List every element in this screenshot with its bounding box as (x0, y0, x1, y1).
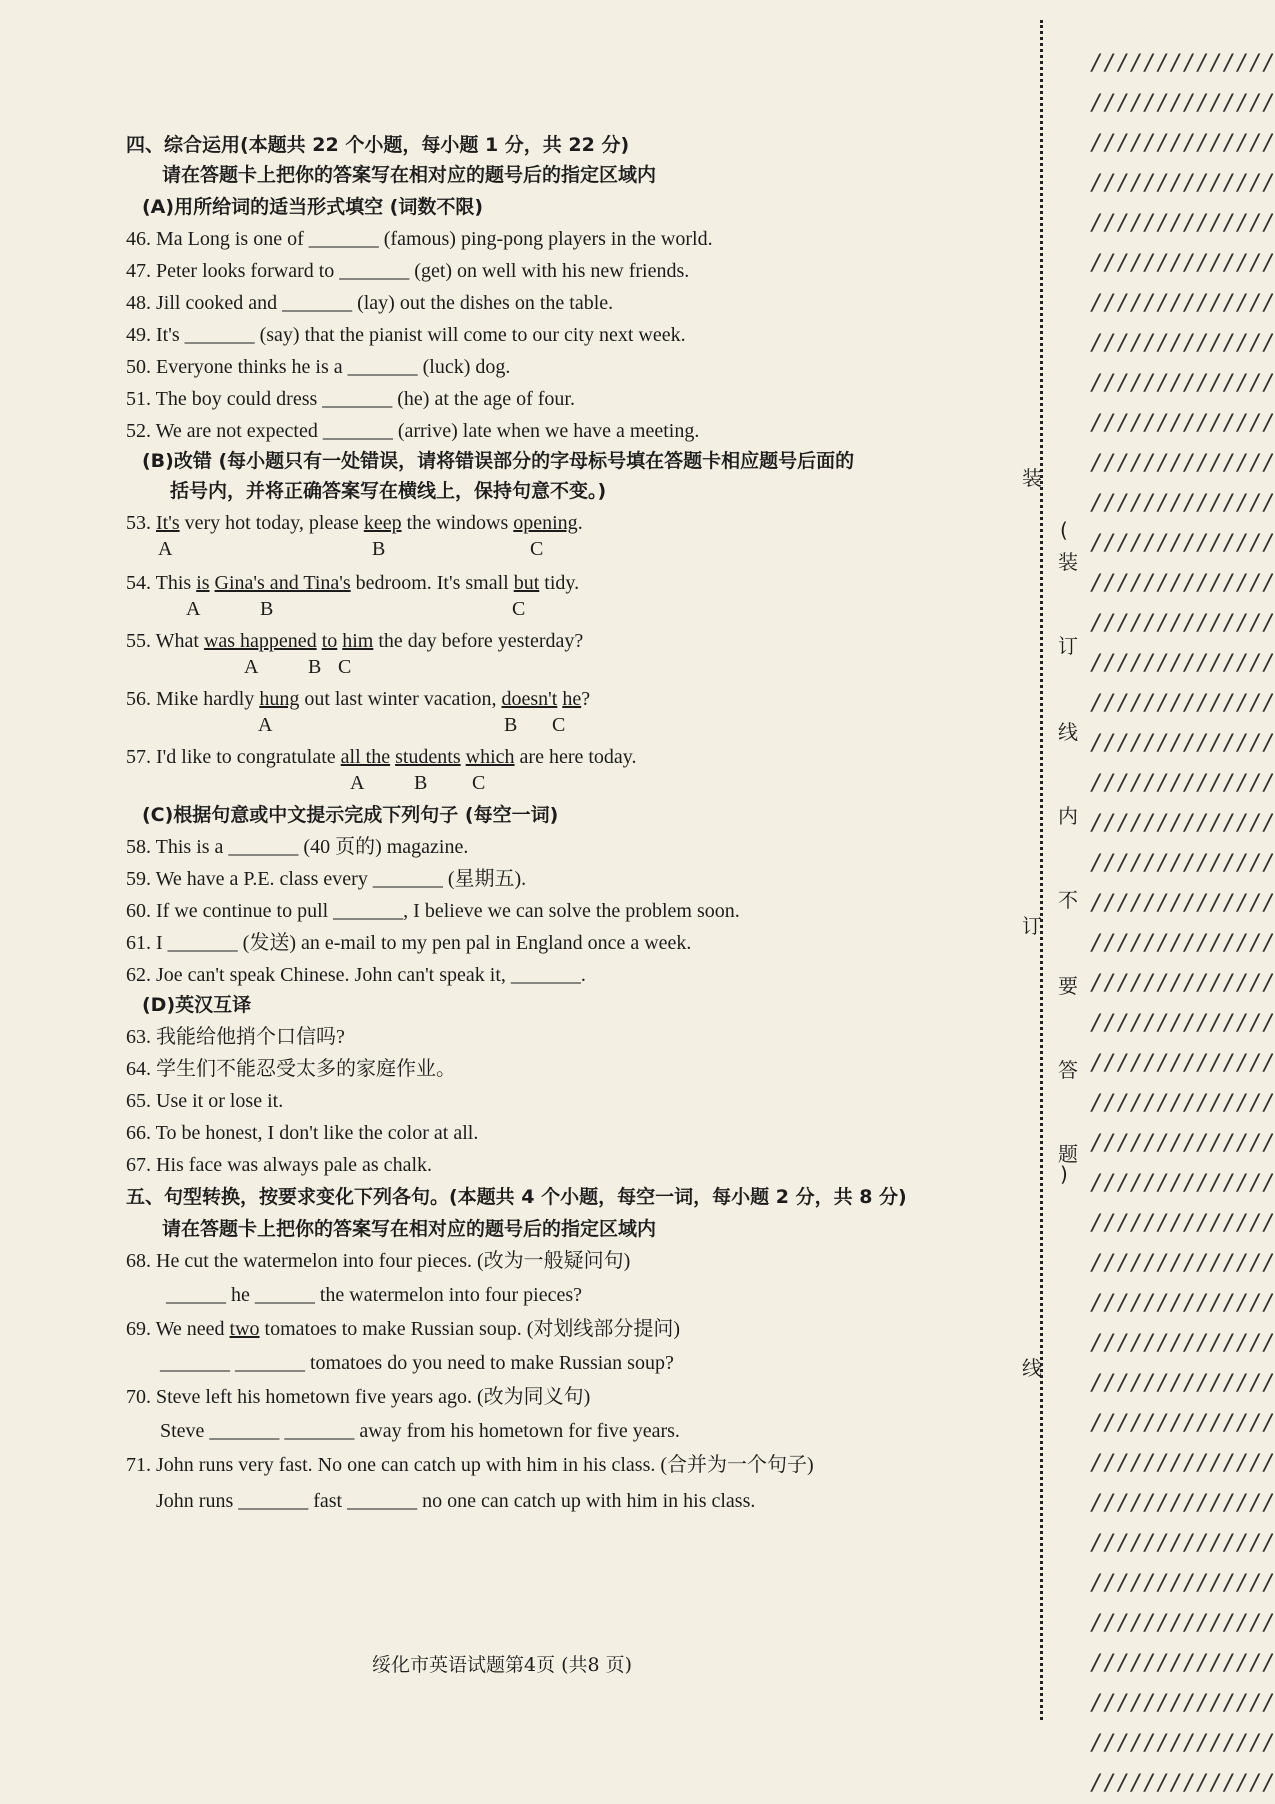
hatch-row: ////////////// (1090, 1091, 1275, 1116)
binding-char: 内 (1058, 804, 1078, 828)
question-50: 50. Everyone thinks he is a _______ (luck) dog. (126, 356, 511, 378)
binding-char: 题 (1058, 1142, 1078, 1166)
q54-labels: A B C (186, 598, 526, 620)
hatch-row: ////////////// (1090, 491, 1275, 516)
binding-char: 订 (1022, 914, 1042, 938)
hatch-row: ////////////// (1090, 131, 1275, 156)
question-70: 70. Steve left his hometown five years ago. (改为同义句) (126, 1386, 591, 1408)
hatch-row: ////////////// (1090, 971, 1275, 996)
binding-char: 订 (1058, 634, 1078, 658)
hatch-row: ////////////// (1090, 1771, 1275, 1796)
partC-title: (C)根据句意或中文提示完成下列句子 (每空一词) (142, 804, 559, 826)
binding-char: 答 (1058, 1058, 1078, 1082)
question-66: 66. To be honest, I don't like the color at all. (126, 1122, 479, 1144)
hatch-row: ////////////// (1090, 651, 1275, 676)
partD-title: (D)英汉互译 (142, 994, 252, 1016)
hatch-row: ////////////// (1090, 91, 1275, 116)
question-52: 52. We are not expected _______ (arrive) late when we have a meeting. (126, 420, 700, 442)
question-62: 62. Joe can't speak Chinese. John can't speak it, _______. (126, 964, 586, 986)
hatch-row: ////////////// (1090, 1051, 1275, 1076)
hatch-row: ////////////// (1090, 731, 1275, 756)
binding-char: 装 (1058, 550, 1078, 574)
hatch-row: ////////////// (1090, 811, 1275, 836)
hatch-row: ////////////// (1090, 611, 1275, 636)
answer-70: Steve _______ _______ away from his hometown for five years. (160, 1420, 680, 1442)
page-footer: 绥化市英语试题第4页 (共8 页) (372, 1654, 633, 1676)
question-64: 64. 学生们不能忍受太多的家庭作业。 (126, 1058, 456, 1080)
hatch-row: ////////////// (1090, 211, 1275, 236)
question-56: 56. Mike hardly hung out last winter vacation, doesn't he? (126, 688, 591, 710)
question-60: 60. If we continue to pull _______, I believe we can solve the problem soon. (126, 900, 740, 922)
hatch-row: ////////////// (1090, 1691, 1275, 1716)
hatch-row: ////////////// (1090, 451, 1275, 476)
binding-char: 线 (1058, 720, 1078, 744)
q56-labels: A B C (258, 714, 566, 736)
hatch-row: ////////////// (1090, 171, 1275, 196)
question-61: 61. I _______ (发送) an e-mail to my pen pal in England once a week. (126, 932, 692, 954)
question-67: 67. His face was always pale as chalk. (126, 1154, 432, 1176)
hatch-row: ////////////// (1090, 1011, 1275, 1036)
q55-labels: A B C (244, 656, 352, 678)
question-54: 54. This is Gina's and Tina's bedroom. It's small but tidy. (126, 572, 580, 594)
hatch-row: ////////////// (1090, 1171, 1275, 1196)
question-57: 57. I'd like to congratulate all the students which are here today. (126, 746, 637, 768)
q57-labels: A B C (350, 772, 486, 794)
hatch-row: ////////////// (1090, 891, 1275, 916)
hatch-row: ////////////// (1090, 1531, 1275, 1556)
partB-title-2: 括号内，并将正确答案写在横线上，保持句意不变。) (170, 480, 607, 502)
hatch-row: ////////////// (1090, 371, 1275, 396)
hatch-row: ////////////// (1090, 771, 1275, 796)
question-49: 49. It's _______ (say) that the pianist will come to our city next week. (126, 324, 686, 346)
q53-labels: A B C (158, 538, 544, 560)
binding-char: 线 (1022, 1356, 1042, 1380)
hatch-row: ////////////// (1090, 1291, 1275, 1316)
hatch-row: ////////////// (1090, 931, 1275, 956)
hatch-row: ////////////// (1090, 1451, 1275, 1476)
question-71: 71. John runs very fast. No one can catch up with him in his class. (合并为一个句子) (126, 1454, 814, 1476)
partB-title-1: (B)改错 (每小题只有一处错误，请将错误部分的字母标号填在答题卡相应题号后面的 (142, 450, 855, 472)
hatch-row: ////////////// (1090, 1411, 1275, 1436)
binding-fold-line (1040, 20, 1043, 1720)
hatch-row: ////////////// (1090, 251, 1275, 276)
section4-instruction: 请在答题卡上把你的答案写在相对应的题号后的指定区域内 (162, 164, 657, 186)
hatch-row: ////////////// (1090, 691, 1275, 716)
hatch-row: ////////////// (1090, 1651, 1275, 1676)
question-69: 69. We need two tomatoes to make Russian soup. (对划线部分提问) (126, 1318, 681, 1340)
binding-char: 要 (1058, 974, 1078, 998)
question-59: 59. We have a P.E. class every _______ (星期五). (126, 868, 527, 890)
hatch-row: ////////////// (1090, 851, 1275, 876)
question-55: 55. What was happened to him the day before yesterday? (126, 630, 584, 652)
question-63: 63. 我能给他捎个口信吗? (126, 1026, 345, 1048)
hatch-row: ////////////// (1090, 291, 1275, 316)
binding-char: 不 (1058, 888, 1078, 912)
margin-hatch-pattern (1090, 0, 1275, 1796)
hatch-row: ////////////// (1090, 571, 1275, 596)
binding-char: ) (1060, 1162, 1068, 1186)
answer-69: _______ _______ tomatoes do you need to make Russian soup? (160, 1352, 674, 1374)
hatch-row: ////////////// (1090, 1491, 1275, 1516)
hatch-row: ////////////// (1090, 1251, 1275, 1276)
answer-71: John runs _______ fast _______ no one can catch up with him in his class. (156, 1490, 756, 1512)
hatch-row: ////////////// (1090, 1331, 1275, 1356)
answer-68: ______ he ______ the watermelon into four pieces? (166, 1284, 582, 1306)
partA-title: (A)用所给词的适当形式填空 (词数不限) (142, 196, 484, 218)
hatch-row: ////////////// (1090, 531, 1275, 556)
hatch-row: ////////////// (1090, 51, 1275, 76)
hatch-row: ////////////// (1090, 1371, 1275, 1396)
question-68: 68. He cut the watermelon into four pieces. (改为一般疑问句) (126, 1250, 631, 1272)
hatch-row: ////////////// (1090, 411, 1275, 436)
question-58: 58. This is a _______ (40 页的) magazine. (126, 836, 469, 858)
section5-title: 五、句型转换，按要求变化下列各句。(本题共 4 个小题，每空一词，每小题 2 分，共 8 分) (126, 1186, 907, 1208)
hatch-row: ////////////// (1090, 1611, 1275, 1636)
hatch-row: ////////////// (1090, 1211, 1275, 1236)
question-46: 46. Ma Long is one of _______ (famous) ping-pong players in the world. (126, 228, 713, 250)
section5-instruction: 请在答题卡上把你的答案写在相对应的题号后的指定区域内 (162, 1218, 657, 1240)
hatch-row: ////////////// (1090, 1131, 1275, 1156)
question-51: 51. The boy could dress _______ (he) at the age of four. (126, 388, 575, 410)
question-53: 53. It's very hot today, please keep the windows opening. (126, 512, 583, 534)
question-47: 47. Peter looks forward to _______ (get) on well with his new friends. (126, 260, 690, 282)
binding-char: 装 (1022, 466, 1042, 490)
section4-title: 四、综合运用(本题共 22 个小题，每小题 1 分，共 22 分) (126, 134, 630, 156)
hatch-row: ////////////// (1090, 1571, 1275, 1596)
question-48: 48. Jill cooked and _______ (lay) out the dishes on the table. (126, 292, 614, 314)
question-65: 65. Use it or lose it. (126, 1090, 284, 1112)
hatch-row: ////////////// (1090, 1731, 1275, 1756)
binding-char: ( (1060, 518, 1068, 542)
hatch-row: ////////////// (1090, 331, 1275, 356)
